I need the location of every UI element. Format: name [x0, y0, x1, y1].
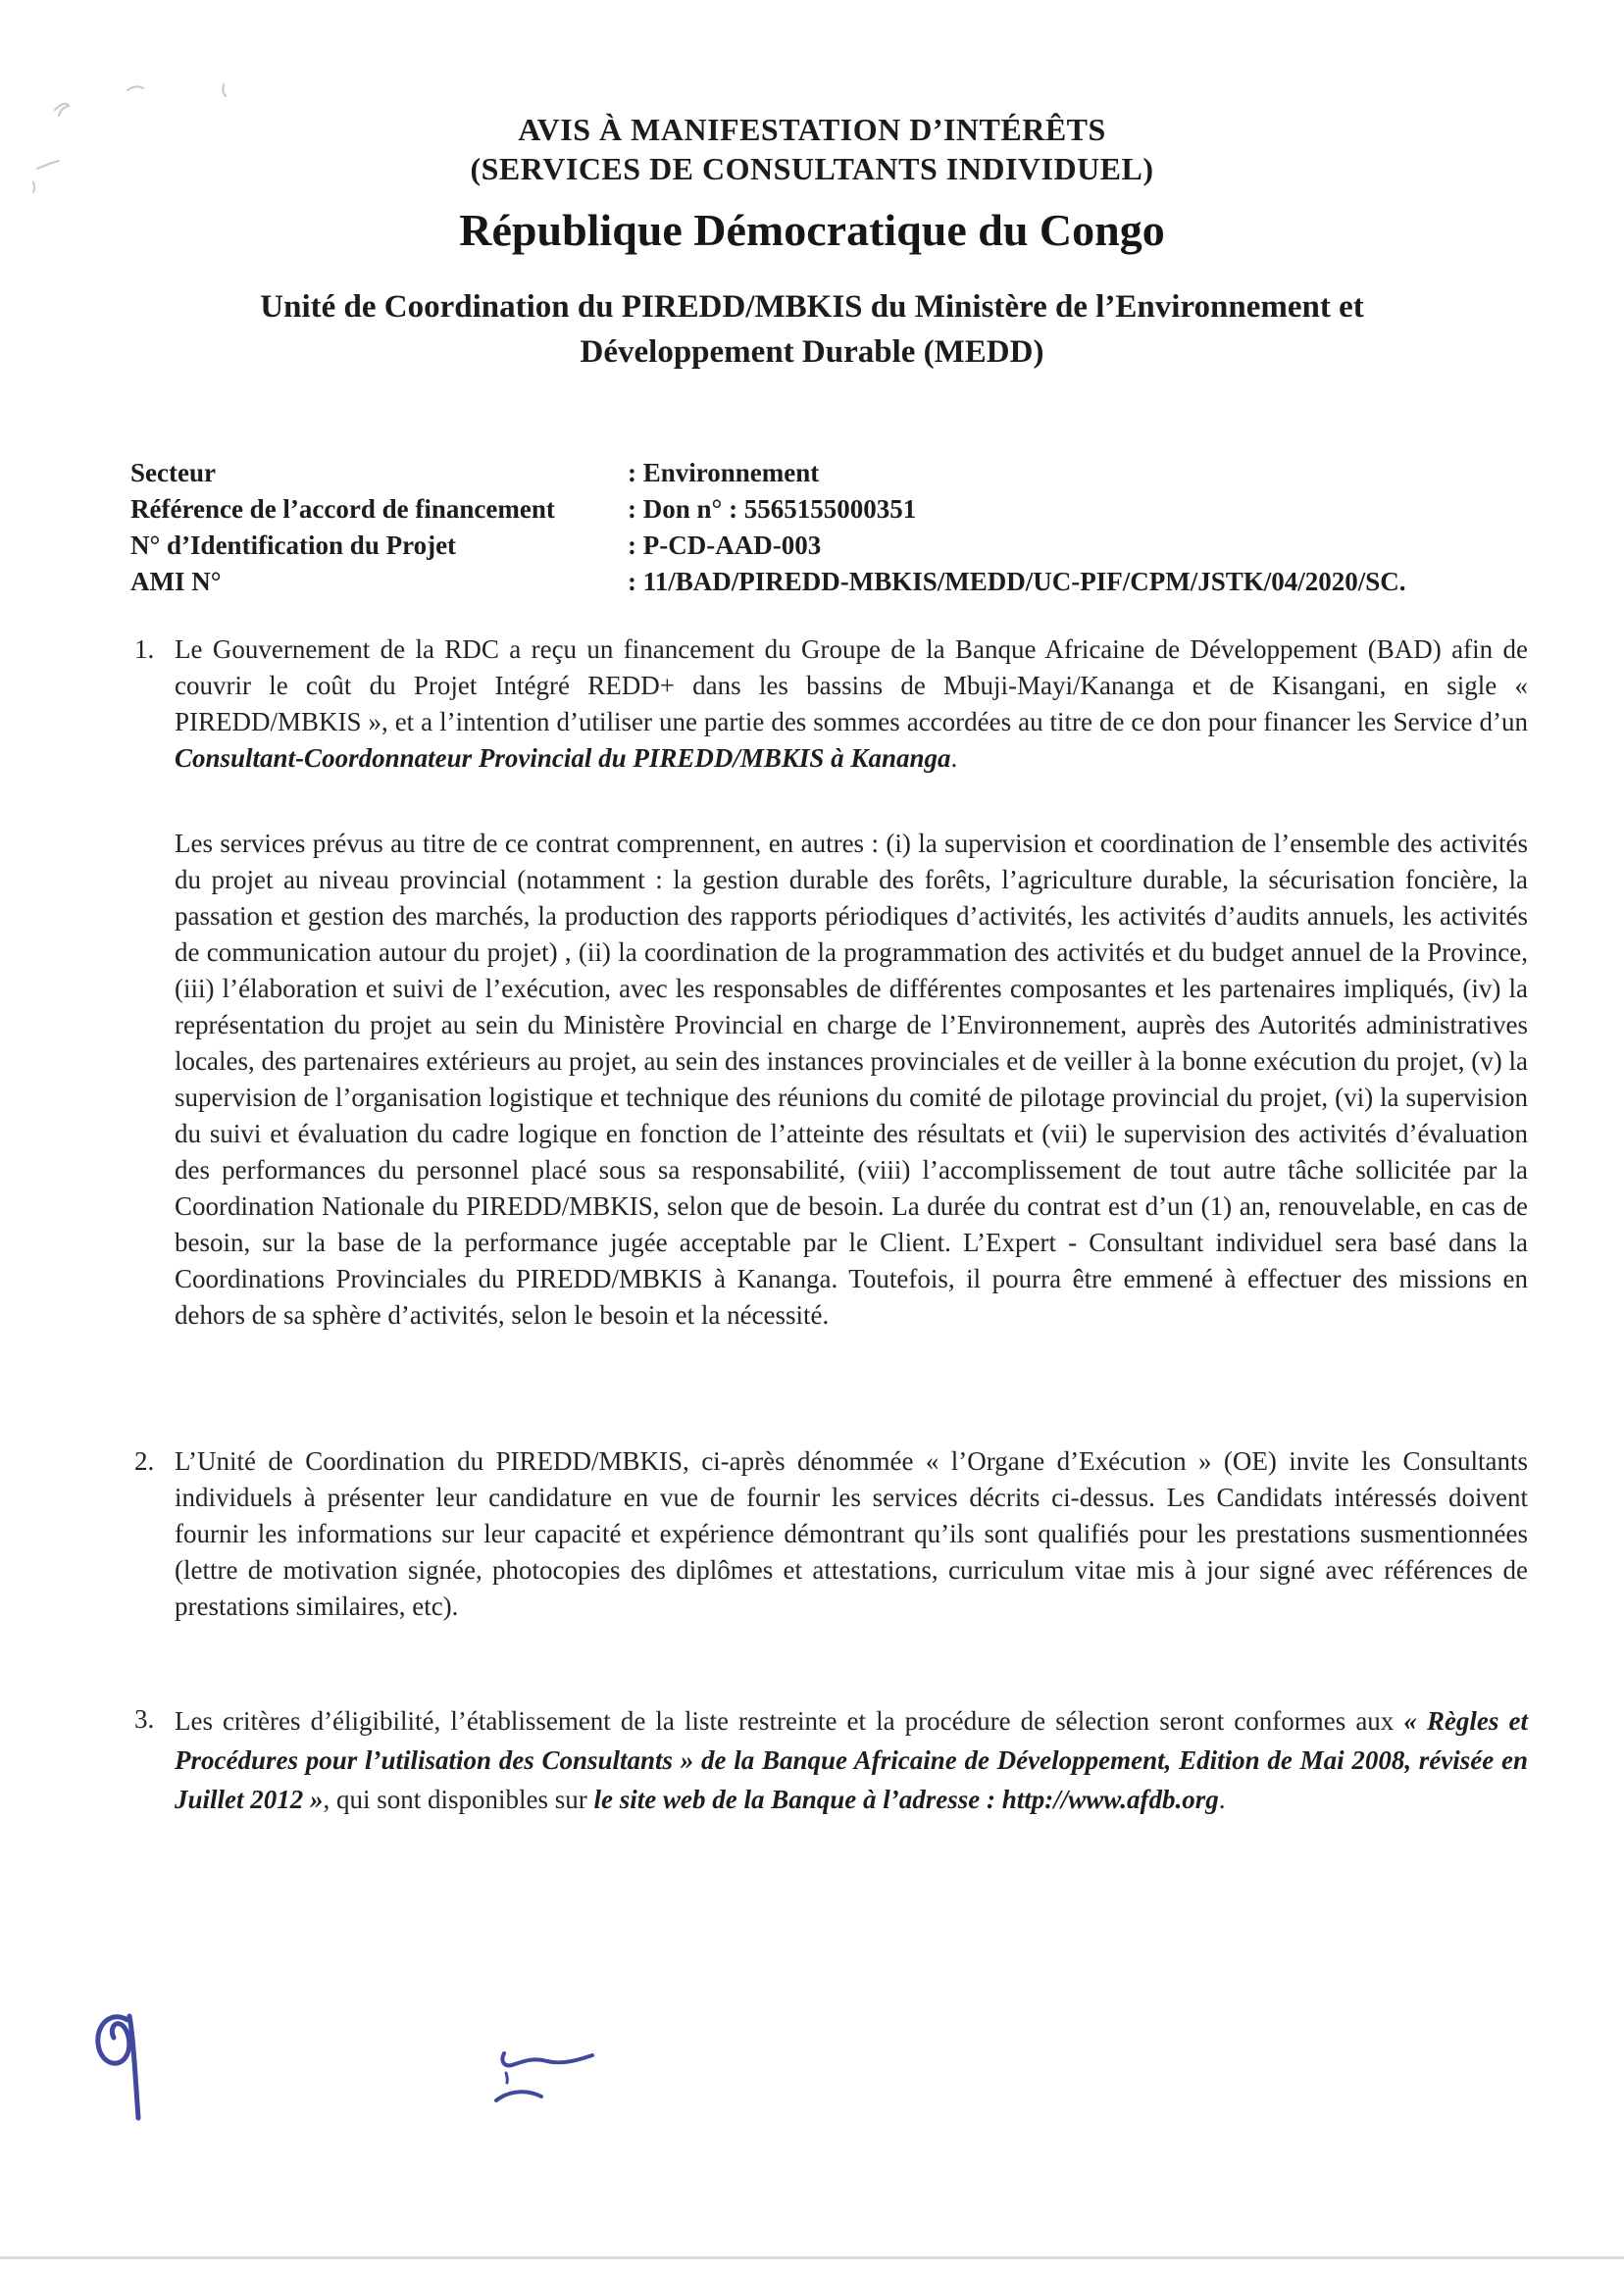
detail-label: AMI N°	[130, 567, 222, 596]
document-title-line1: AVIS À MANIFESTATION D’INTÉRÊTS	[518, 112, 1106, 147]
paragraph-criteres: Les critères d’éligibilité, l’établissement de la liste restreinte et la procédure de sélection seront conformes aux « Règles et Procédures pour l’utilisation des Consultants » de la Banque Africaine de Développement, Edition de Mai 2008, révisée en Juillet 2012 », qui sont disponibles sur le site web de la Banque à l’adresse : http://www.afdb.org.	[175, 1706, 1528, 1814]
detail-value: : P-CD-AAD-003	[628, 530, 822, 560]
detail-value: : Don n° : 5565155000351	[628, 494, 917, 524]
item-number: 2.	[134, 1446, 155, 1476]
detail-label: N° d’Identification du Projet	[130, 530, 457, 560]
item-number: 3.	[134, 1704, 155, 1734]
organization-title-line1: Unité de Coordination du PIREDD/MBKIS du Ministère de l’Environnement et	[260, 289, 1364, 325]
detail-label: Secteur	[130, 458, 216, 487]
document-body	[134, 631, 1528, 1819]
detail-label: Référence de l’accord de financement	[130, 494, 555, 524]
paragraph-financement: Le Gouvernement de la RDC a reçu un financement du Groupe de la Banque Africaine de Développement (BAD) afin de couvrir le coût du Projet Intégré REDD+ dans les bassins de Mbuji-Mayi/Kananga et de Kisangani, en sigle « PIREDD/MBKIS », et a l’intention d’utiliser une partie des sommes accordées au titre de ce don pour financer les Service d’un Consultant-Coordonnateur Provincial du PIREDD/MBKIS à Kananga.	[175, 634, 1528, 773]
item-paragraphs	[175, 631, 1528, 1334]
document-header	[0, 0, 1624, 375]
item-paragraphs	[175, 1443, 1528, 1625]
detail-row-ami-number	[130, 564, 1528, 600]
organization-title-line2: Développement Durable (MEDD)	[580, 334, 1044, 370]
reference-details-block	[130, 455, 1528, 600]
detail-row-secteur	[130, 455, 1528, 491]
paragraph-services: Les services prévus au titre de ce contrat comprennent, en autres : (i) la supervision et coordination de l’ensemble des activités du projet au niveau provincial (notamment : la gestion durable des forêts, l’agriculture durable, la sécurisation foncière, la passation et gestion des marchés, la production des rapports périodiques d’activités, les activités d’audits annuels, les activités de communication autour du projet) , (ii) la coordination de la programmation des activités et du budget annuel de la Province, (iii) l’élaboration et suivi de l’exécution, avec les responsables de différentes composantes et les partenaires impliqués, (iv) la représentation du projet au sein du Ministère Provincial en charge de l’Environnement, auprès des Autorités administratives locales, des partenaires extérieurs au projet, au sein des instances provinciales et de veiller à la bonne exécution du projet, (v) la supervision de l’organisation logistique et technique des réunions du comité de pilotage provincial du projet, (vi) la supervision du suivi et évaluation du cadre logique en fonction de l’atteinte des résultats et (vii) le supervision des activités d’évaluation des performances du personnel placé sous sa responsabilité, (viii) l’accomplissement de tout autre tâche sollicitée par la Coordination Nationale du PIREDD/MBKIS, selon que de besoin. La durée du contrat est d’un (1) an, renouvelable, en cas de besoin, sur la base de la performance jugée acceptable par le Client. L’Expert - Consultant individuel sera basé dans la Coordinations Provinciales du PIREDD/MBKIS à Kananga. Toutefois, il pourra être emmené à effectuer des missions en dehors de sa sphère d’activités, selon le besoin et la nécessité.	[175, 829, 1528, 1330]
numbered-item-2	[134, 1443, 1528, 1625]
handwritten-pen-loop	[84, 2008, 173, 2136]
detail-row-identification-projet	[130, 528, 1528, 564]
item-paragraphs	[175, 1701, 1528, 1819]
handwritten-pen-squiggle	[490, 2040, 618, 2118]
paragraph-invitation: L’Unité de Coordination du PIREDD/MBKIS, ci-après dénommée « l’Organe d’Exécution » (OE) invite les Consultants individuels à présenter leur candidature en vue de fournir les services décrits ci-dessus. Les Candidats intéressés doivent fournir les informations sur leur capacité et expérience démontrant qu’ils sont qualifiés pour les prestations susmentionnées (lettre de motivation signée, photocopies des diplômes et attestations, curriculum vitae mis à jour signé avec références de prestations similaires, etc).	[175, 1446, 1528, 1621]
scan-edge-line	[0, 2256, 1624, 2259]
organization-title	[0, 284, 1624, 375]
country-title: République Démocratique du Congo	[459, 205, 1165, 255]
numbered-item-3	[134, 1701, 1528, 1819]
numbered-item-1	[134, 631, 1528, 1334]
detail-value: : 11/BAD/PIREDD-MBKIS/MEDD/UC-PIF/CPM/JSTK/04/2020/SC.	[628, 567, 1406, 596]
item-number: 1.	[134, 634, 155, 664]
document-title-line2: (SERVICES DE CONSULTANTS INDIVIDUEL)	[470, 151, 1154, 186]
detail-value: : Environnement	[628, 458, 820, 487]
detail-row-reference-financement	[130, 491, 1528, 528]
